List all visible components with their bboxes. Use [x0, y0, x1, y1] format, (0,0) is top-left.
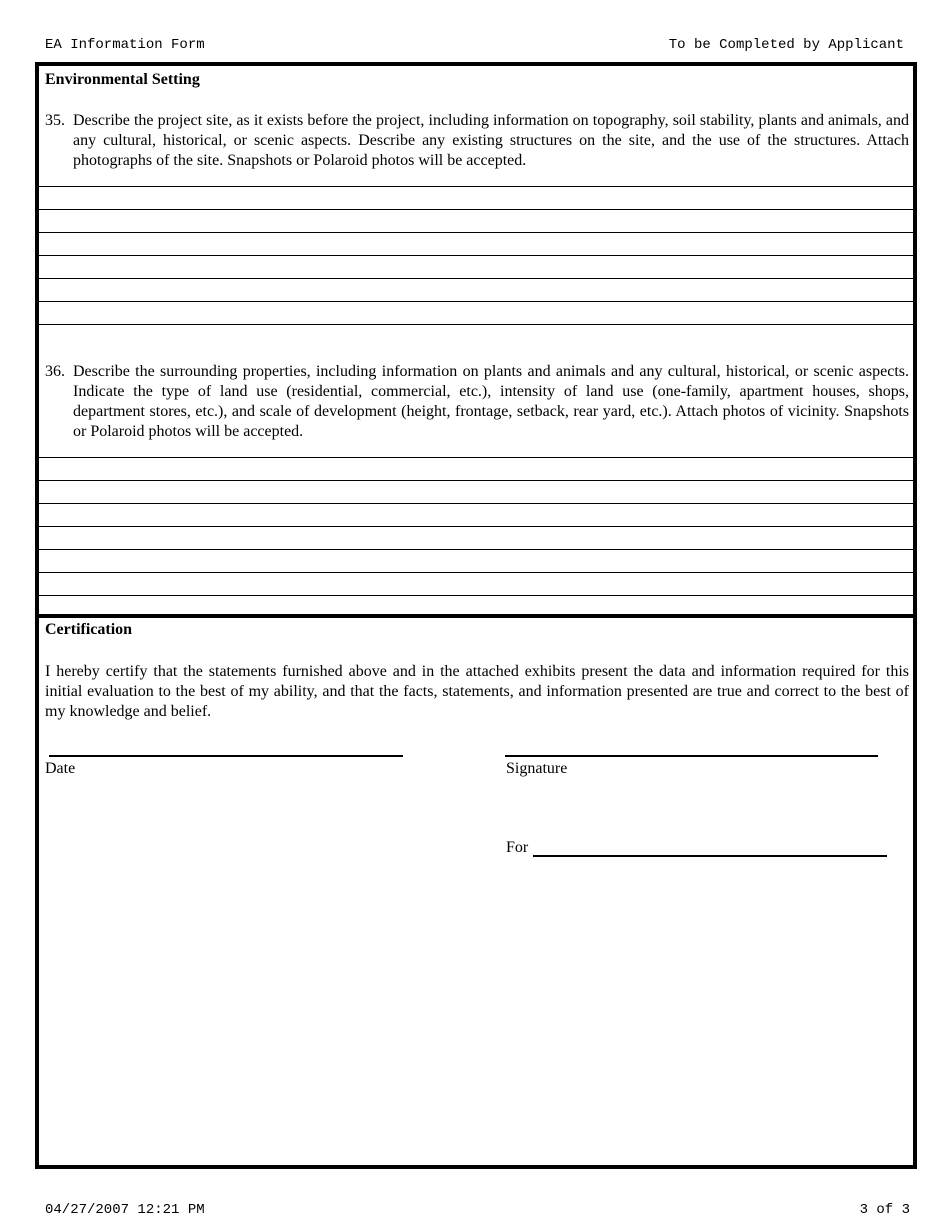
answer-line[interactable]	[39, 278, 913, 279]
question-36	[45, 362, 909, 442]
signature-line[interactable]	[505, 755, 878, 757]
answer-line[interactable]	[39, 572, 913, 573]
form-instruction: To be Completed by Applicant	[668, 37, 904, 53]
answer-line[interactable]	[39, 301, 913, 302]
answer-line[interactable]	[39, 549, 913, 550]
form-frame	[35, 62, 917, 1169]
date-label: Date	[45, 760, 76, 777]
answer-line[interactable]	[39, 480, 913, 481]
answer-line[interactable]	[39, 232, 913, 233]
date-line[interactable]	[49, 755, 403, 757]
section-title-certification: Certification	[45, 621, 133, 638]
form-title: EA Information Form	[45, 37, 205, 53]
answer-line[interactable]	[39, 457, 913, 458]
question-35-text: Describe the project site, as it exists before the project, including information on topography, soil stability, plants and animals, and any cultural, historical, or scenic aspects. Describe any existing structures on the site, and the use of the structures. Attach photographs of the site. Snapshots or Polaroid photos will be accepted.	[73, 112, 909, 169]
section-title-environmental-setting: Environmental Setting	[45, 71, 200, 88]
for-line[interactable]	[533, 855, 887, 857]
question-35	[45, 111, 909, 171]
answer-line[interactable]	[39, 255, 913, 256]
answer-line[interactable]	[39, 595, 913, 596]
for-label: For	[506, 839, 529, 856]
question-36-text: Describe the surrounding properties, including information on plants and animals and any cultural, historical, or scenic aspects. Indicate the type of land use (residential, commercial, etc.), intensity of land use (one-family, apartment houses, shops, department stores, etc.), and scale of development (height, frontage, setback, rear yard, etc.). Attach photos of vicinity. Snapshots or Polaroid photos will be accepted.	[73, 363, 909, 440]
answer-line[interactable]	[39, 526, 913, 527]
answer-line[interactable]	[39, 209, 913, 210]
question-35-number: 35.	[45, 112, 65, 129]
question-36-number: 36.	[45, 363, 65, 380]
answer-line[interactable]	[39, 324, 913, 325]
signature-label: Signature	[506, 760, 568, 777]
answer-line[interactable]	[39, 186, 913, 187]
section-divider	[39, 614, 913, 618]
answer-line[interactable]	[39, 503, 913, 504]
page-number: 3 of 3	[859, 1202, 910, 1218]
certification-statement: I hereby certify that the statements furnished above and in the attached exhibits present the data and information required for this initial evaluation to the best of my ability, and that the facts, statements, and information presented are true and correct to the best of my knowledge and belief.	[45, 663, 909, 720]
print-timestamp: 04/27/2007 12:21 PM	[45, 1202, 205, 1218]
